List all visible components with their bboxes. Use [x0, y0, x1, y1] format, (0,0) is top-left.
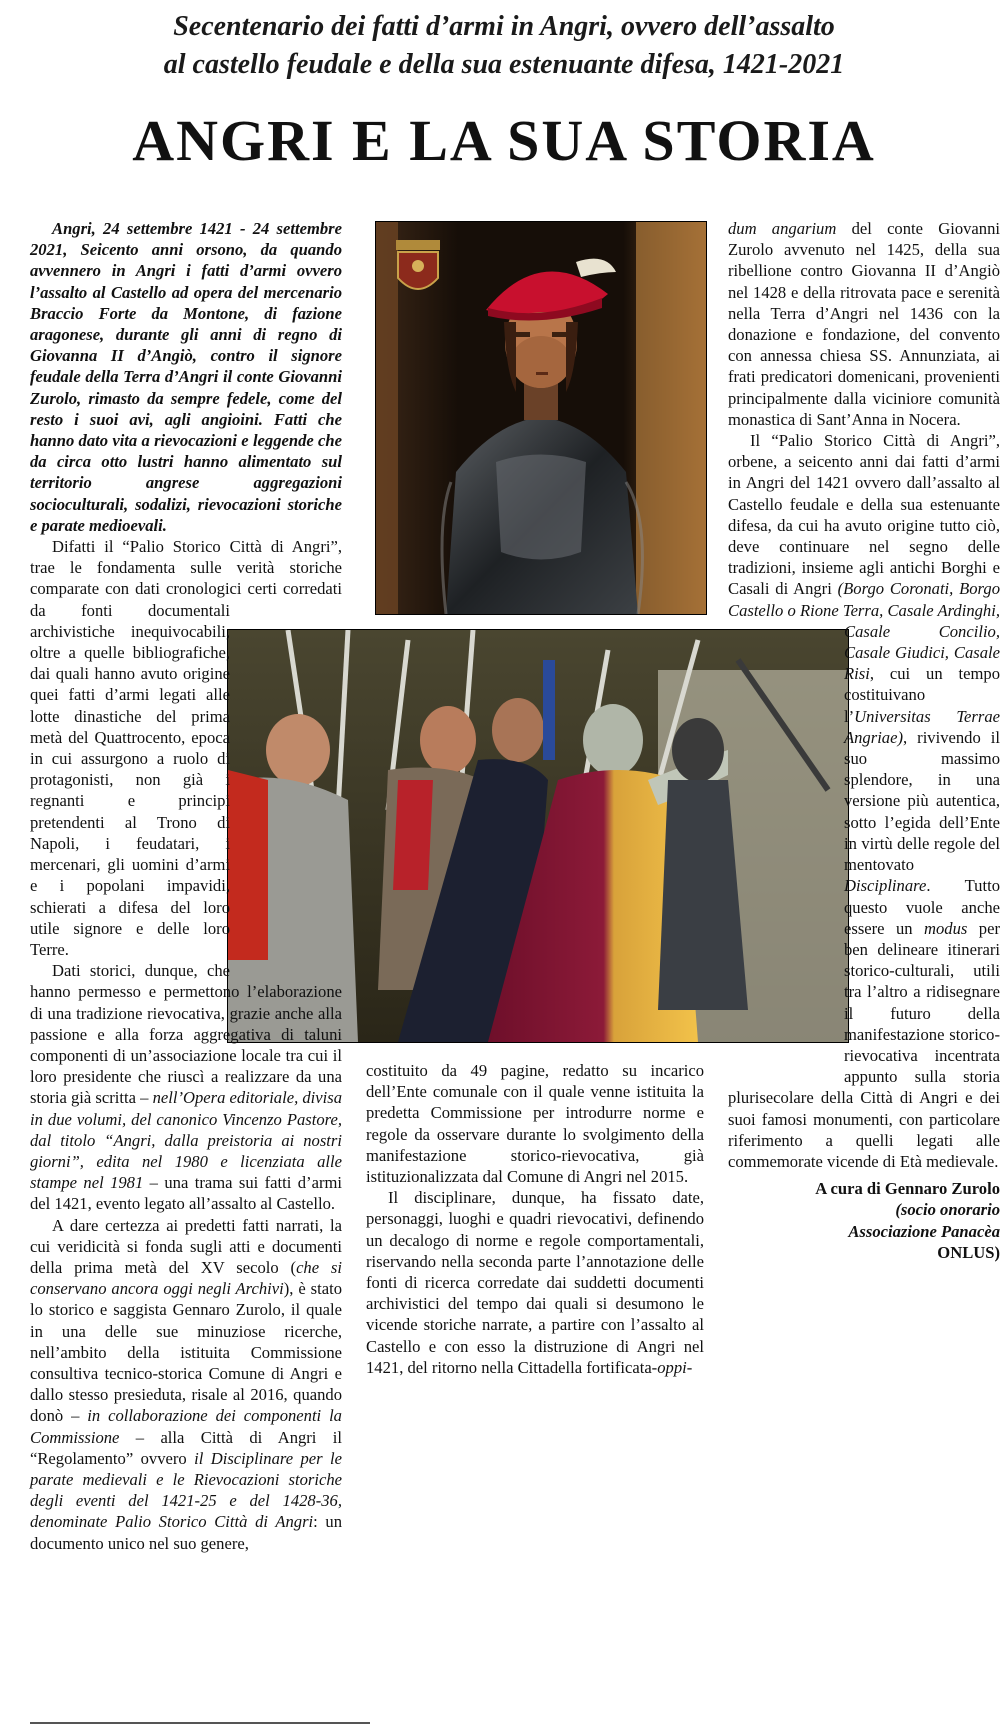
signature-role: ONLUS) [937, 1242, 1000, 1262]
divider [30, 1722, 370, 1724]
paragraph: Dati storici, dunque, che hanno permesso e permettono l’elaborazione di una tradizione rievocativa, grazie anche alla passione e alla forza aggregativa di taluni componenti di un’associazione locale tra cui il loro presidente che riuscì a realizzare da una storia già scritta – nell’Opera editoriale, divisa in due volumi, del canonico Vincenzo Pastore, dal titolo “Angri, dalla preistoria ai nostri giorni”, edita nel 1980 e licenziata alle stampe nel 1981 – una trama sui fatti d’armi del 1421, evento legato all’assalto al Castello. [30, 961, 343, 1214]
lead-paragraph: Angri, 24 settembre 1421 - 24 settembre 2021, Seicento anni orsono, da quando avvennero in Angri i fatti d’armi ovvero l’assalto al Castello ad opera del mercenario Braccio Forte da Montone, di fazione aragonese, durante gli anni di regno di Giovanna II d’Angiò, contro il signore feudale della Terra d’Angri il conte Giovanni Zurolo, rimasto da sempre fedele, come del resto i suoi avi, agli angioini. Fatti che hanno dato vita a rievocazioni e leggende che da circa otto lustri hanno alimentato sul territorio angrese aggregazioni socioculturali, sodalizi, rievocazioni storiche e parate medioevali. [30, 219, 342, 535]
kicker-line-1: Secentenario dei fatti d’armi in Angri, ovvero dell’assalto [173, 11, 835, 42]
paragraph: Difatti il “Palio Storico Città di Angri”, trae le fondamenta sulle verità storiche comparate con dati cronologici certi corredati da fonti documentali archivistiche inequivocabili, oltre a quelle bibliografiche, dai quali hanno avuto origine quei fatti d’armi legati alle lotte dinastiche del prima metà del Quattrocento, epoca in cui assurgono a ruolo di protagonisti, non già i regnanti e principi pretendenti al Trono di Napoli, i feudatari, i mercenari, gli uomini d’armi e i popolani impavidi, schierati a difesa del loro utile signore e delle loro Terre. [30, 537, 342, 959]
portrait-image [376, 222, 706, 614]
signature: A cura di Gennaro Zurolo [815, 1179, 1000, 1199]
paragraph: dum angarium del conte Giovanni Zurolo avvenuto nel 1425, della sua ribellione contro Giovanna II d’Angiò nel 1428 e della ritrovata pace e serenità nella Terra d’Angri nel 1436 con la donazione e fondazione, del convento con annessa chiesa SS. Annunziata, ai frati predicatori domenicani, provenienti principalmente dalla viciniore comunità monastica di Sant’Anna in Nocera. [728, 219, 1000, 429]
article-column-3 [728, 218, 1000, 1658]
paragraph: Il disciplinare, dunque, ha fissato date, personaggi, luoghi e quadri rievocativi, definendo un decalogo di norme e regole comportamentali, riservando nella seconda parte l’annotazione delle fonti di ricerca corredate dai suddetti documenti archivistici del tempo dai quali si desumono le vicende storiche narrate, a partire con l’assalto al Castello e con esso la distruzione di Angri nel 1421, del ritorno nella Cittadella fortificata-oppi- [366, 1188, 704, 1377]
paragraph: costituito da 49 pagine, redatto su incarico dell’Ente comunale con il quale venne istituita la predetta Commissione per introdurre norme e regole da osservare durante lo svolgimento della manifestazione storico-rievocativa, già istituzionalizzata dal Comune di Angri nel 2015. [366, 1061, 704, 1187]
article-column-2 [366, 1060, 704, 1720]
article-column-1 [30, 218, 342, 1720]
kicker [40, 8, 968, 84]
signature-role: Associazione Panacèa [848, 1221, 1000, 1241]
paragraph: A dare certezza ai predetti fatti narrati, la cui veridicità si fonda sugli atti e documenti della prima metà del XV secolo (che si conservano ancora oggi negli Archivi), è stato lo storico e saggista Gennaro Zurolo, il quale in una delle sue minuziose ricerche, nell’ambito della istituita Commissione consultiva tecnico-storica Comune di Angri e dallo stesso presieduta, risale al 2016, quando donò – in collaborazione dei componenti la Commissione – alla Città di Angri il “Regolamento” ovvero il Disciplinare per le parate medievali e le Rievocazioni storiche degli eventi del 1421-25 e del 1428-36, denominate Palio Storico Città di Angri: un documento unico nel suo genere, [30, 1215, 343, 1553]
photo-wrap-spacer [230, 608, 342, 978]
kicker-line-2: al castello feudale e della sua estenuante difesa, 1421-2021 [163, 49, 845, 80]
coat-of-arms-icon [396, 240, 440, 289]
page-title: ANGRI E LA SUA STORIA [132, 108, 876, 173]
paragraph: Il “Palio Storico Città di Angri”, orbene, a seicento anni dai fatti d’armi in Angri del 1421 ovvero dall’assalto al Castello feudale e della sua estenuante difesa, da cui ha avuto origine tutto ciò, deve continuare nel segno delle tradizioni, insieme agli antichi Borghi e Casali di Angri (Borgo Coronati, Borgo Castello o Rione Terra, Casale Ardinghi, Casale Concilio, Casale Giudici, Casale Risi, cui un tempo costituivano l’Universitas Terrae Angriae), rivivendo il suo massimo splendore, in una versione più autentica, sotto l’egida dell’Ente in virtù delle regole del mentovato Disciplinare. Tutto questo vuole anche essere un modus per ben delineare itinerari storico-culturali, utili tra l’altro a ridisegnare il futuro della manifestazione storico-rievocativa incentrata appunto sulla storia plurisecolare della Città di Angri e dei suoi famosi monumenti, con particolare riferimento a quelli legati alle commemorate vicende di Età medievale. [728, 431, 1000, 1171]
photo-wrap-spacer [728, 642, 844, 1070]
signature-role: (socio onorario [895, 1200, 1000, 1220]
